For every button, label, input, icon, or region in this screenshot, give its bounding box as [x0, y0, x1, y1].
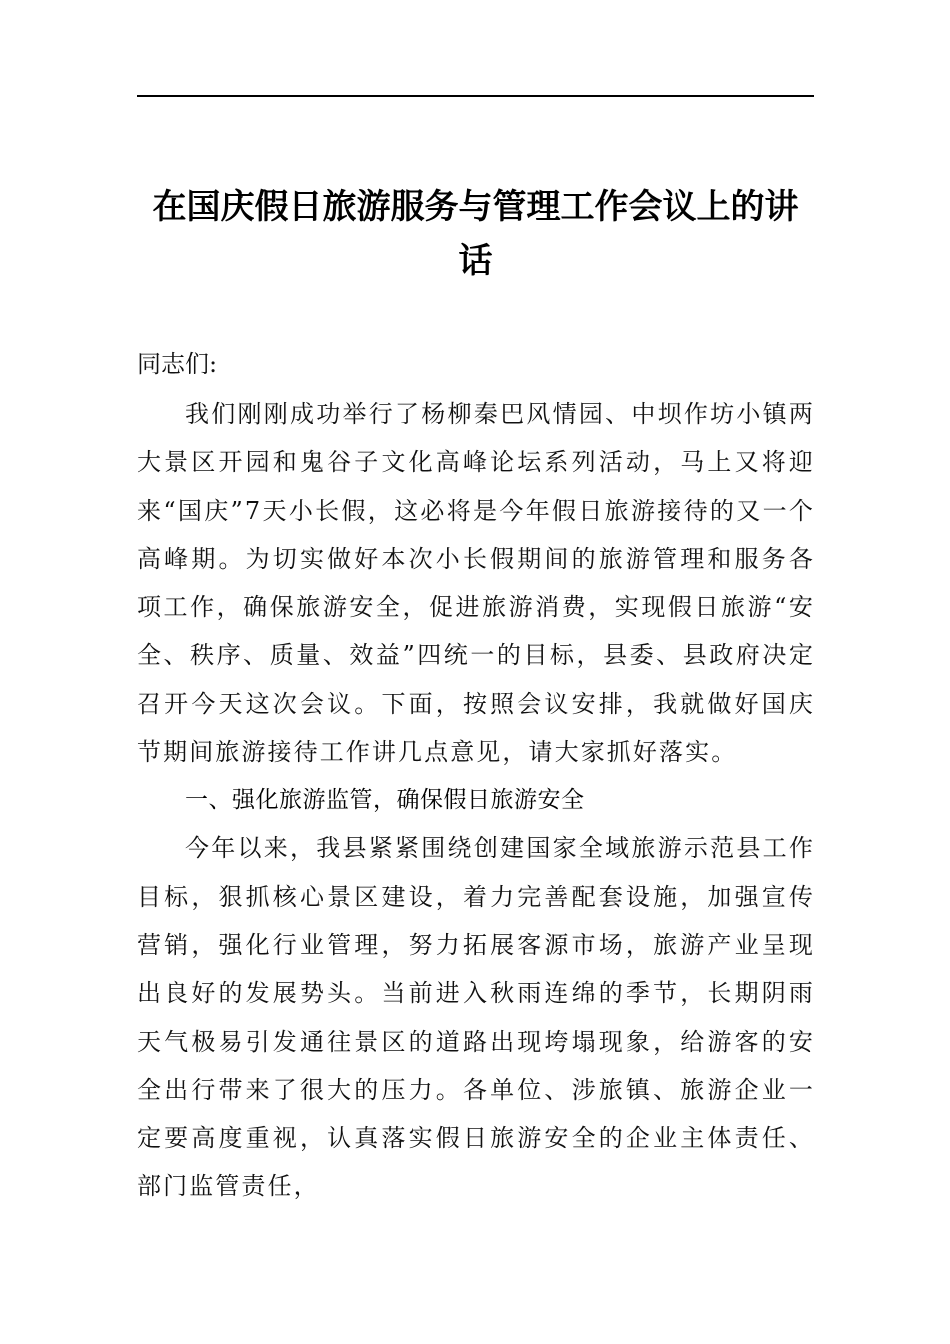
paragraph-intro: 我们刚刚成功举行了杨柳秦巴风情园、中坝作坊小镇两大景区开园和鬼谷子文化高峰论坛系列活动，马上又将迎来“国庆”7天小长假，这必将是今年假日旅游接待的又一个高峰期。为切实做好本次小长假期间的旅游管理和服务各项工作，确保旅游安全，促进旅游消费，实现假日旅游“安全、秩序、质量、效益”四统一的目标，县委、县政府决定召开今天这次会议。下面，按照会议安排，我就做好国庆节期间旅游接待工作讲几点意见，请大家抓好落实。 [137, 400, 815, 767]
document-title: 在国庆假日旅游服务与管理工作会议上的讲话 [152, 187, 799, 281]
header-rule [137, 95, 814, 97]
section-heading-1: 一、强化旅游监管，确保假日旅游安全 [185, 787, 585, 814]
paragraph-section-1: 今年以来，我县紧紧围绕创建国家全域旅游示范县工作目标，狠抓核心景区建设，着力完善配套设施，加强宣传营销，强化行业管理，努力拓展客源市场，旅游产业呈现出良好的发展势头。当前进入秋雨连绵的季节，长期阴雨天气极易引发通往景区的道路出现垮塌现象，给游客的安全出行带来了很大的压力。各单位、涉旅镇、旅游企业一定要高度重视，认真落实假日旅游安全的企业主体责任、部门监管责任， [137, 834, 815, 1201]
salutation: 同志们: [137, 350, 218, 378]
document-body [137, 340, 827, 1211]
